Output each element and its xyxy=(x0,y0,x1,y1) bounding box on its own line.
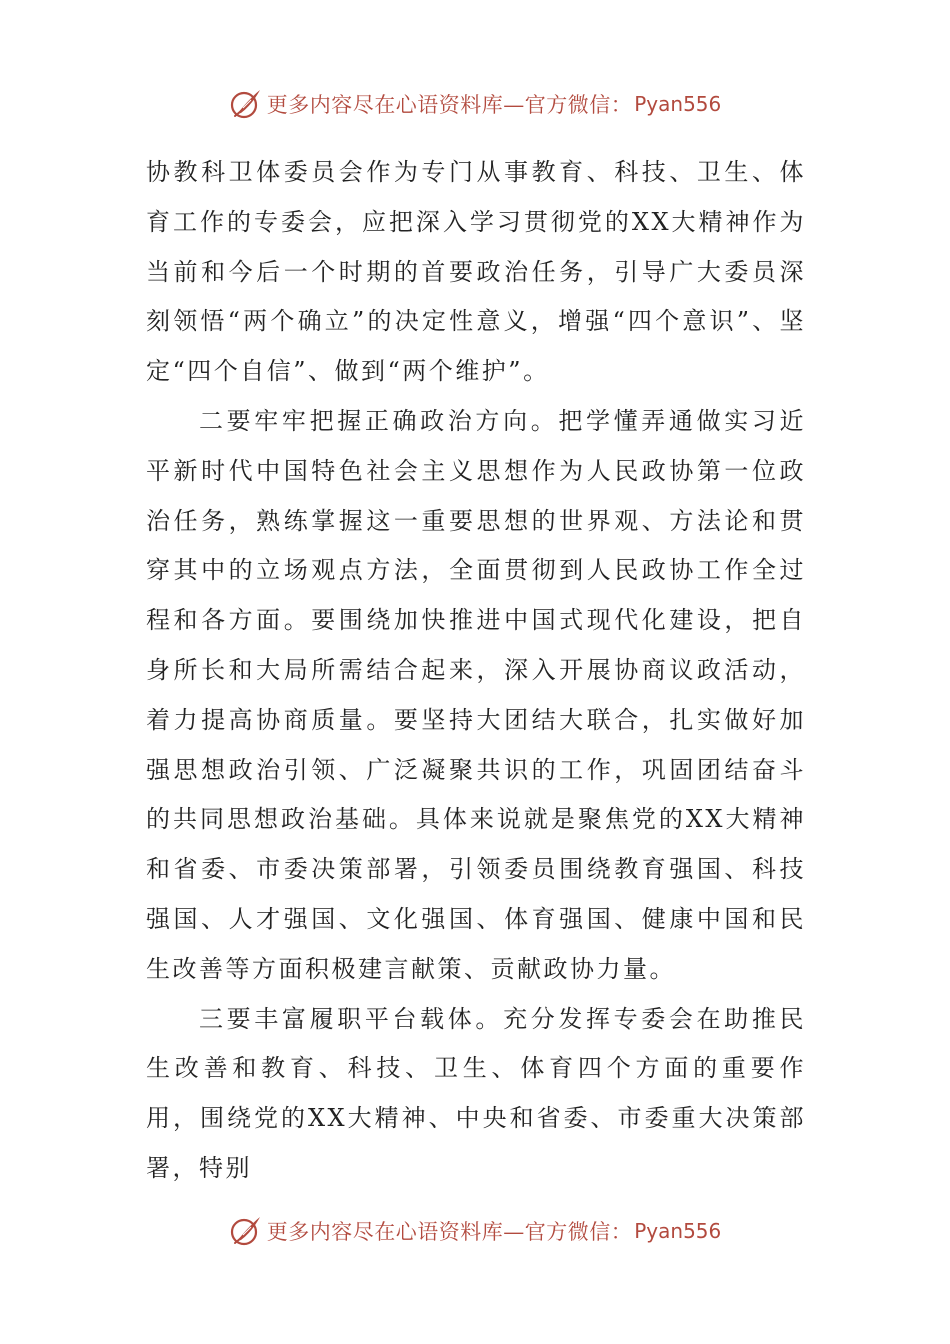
wechat-id: Pyan556 xyxy=(634,92,722,116)
footer-banner xyxy=(0,1211,950,1251)
paragraph-3: 三要丰富履职平台载体。充分发挥专委会在助推民生改善和教育、科技、卫生、体育四个方面的重要作用，围绕党的XX大精神、中央和省委、市委重大决策部署，特别 xyxy=(146,1004,806,1182)
paragraph-2: 二要牢牢把握正确政治方向。把学懂弄通做实习近平新时代中国特色社会主义思想作为人民政协第一位政治任务，熟练掌握这一重要思想的世界观、方法论和贯穿其中的立场观点方法，全面贯彻到人民政协工作全过程和各方面。要围绕加快推进中国式现代化建设，把自身所长和大局所需结合起来，深入开展协商议政活动，着力提高协商质量。要坚持大团结大联合，扎实做好加强思想政治引领、广泛凝聚共识的工作，巩固团结奋斗的共同思想政治基础。具体来说就是聚焦党的XX大精神和省委、市委决策部署，引领委员围绕教育强国、科技强国、人才强国、文化强国、体育强国、健康中国和民生改善等方面积极建言献策、贡献政协力量。 xyxy=(146,406,806,983)
document-body xyxy=(146,148,806,1194)
quill-pen-logo-icon xyxy=(229,1214,263,1248)
paragraph-1: 协教科卫体委员会作为专门从事教育、科技、卫生、体育工作的专委会，应把深入学习贯彻党的XX大精神作为当前和今后一个时期的首要政治任务，引导广大委员深刻领悟“两个确立”的决定性意义，增强“四个意识”、坚定“四个自信”、做到“两个维护”。 xyxy=(146,158,806,386)
banner-text: 更多内容尽在心语资料库—官方微信： xyxy=(266,93,633,117)
header-banner xyxy=(0,84,950,124)
wechat-id: Pyan556 xyxy=(634,1219,722,1243)
banner-text: 更多内容尽在心语资料库—官方微信： xyxy=(266,1220,633,1244)
quill-pen-logo-icon xyxy=(229,87,263,121)
